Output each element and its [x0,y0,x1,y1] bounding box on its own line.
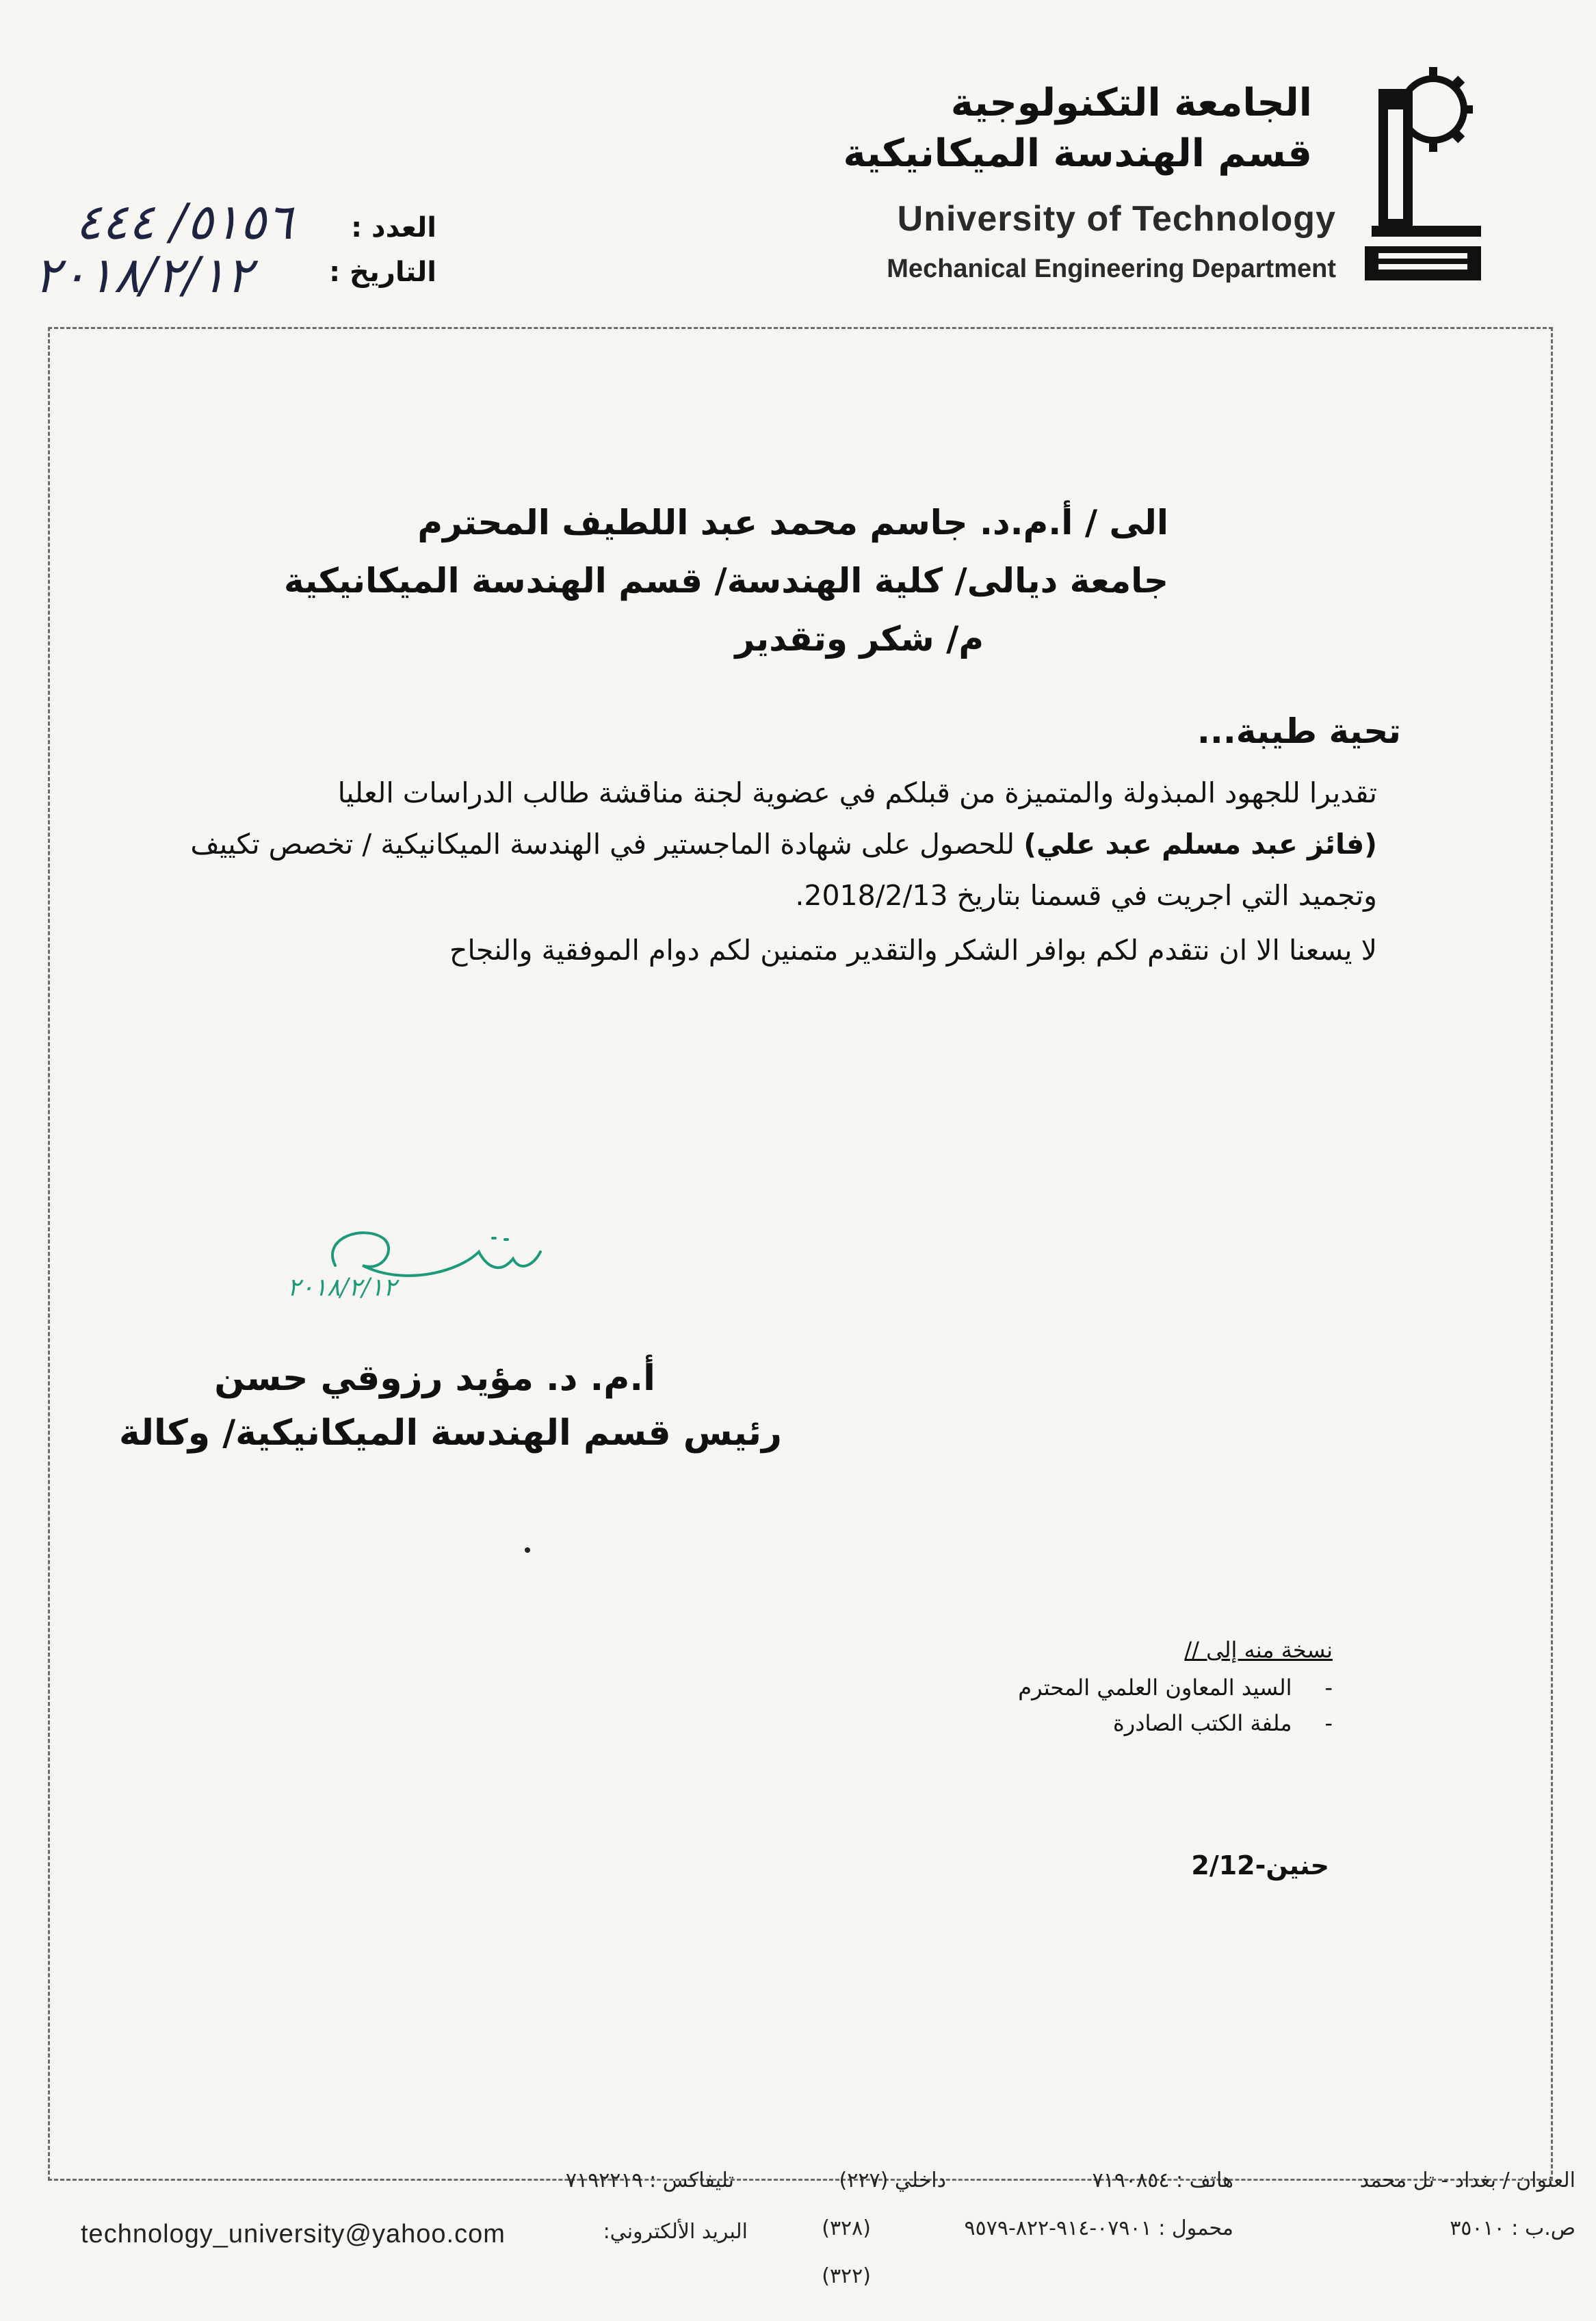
footer-internal: داخلي (٢٢٧) [839,2168,946,2192]
copies-title: نسخة منه إلى // [1184,1637,1333,1663]
copy-item [1113,1710,1333,1736]
university-logo [1358,62,1488,287]
body-line-4: لا يسعنا الا ان نتقدم لكم بوافر الشكر والتقدير متمنين لكم دوام الموفقية والنجاح [449,934,1377,967]
copy-recipient: ملفة الكتب الصادرة [1113,1710,1292,1736]
university-name-english: University of Technology [897,199,1336,239]
greeting: تحية طيبة... [1196,711,1401,751]
number-handwritten: ٥١٥٦/ ٤٤٤ [75,193,293,250]
footer-internal-2: (٣٢٨) [822,2216,871,2240]
footer-email: technology_university@yahoo.com [81,2220,506,2248]
body-line-2-rest: للحصول على شهادة الماجستير في الهندسة الميكانيكية / تخصص تكييف [190,828,1024,861]
letter-border [48,327,1553,2181]
date-handwritten: ٢٠١٨/٢/١٢ [34,246,253,304]
footer-internal-3: (٣٢٢) [822,2264,871,2288]
footer-pobox: ص.ب : ٣٥٠١٠ [1450,2216,1575,2240]
body-line-1: تقديرا للجهود المبذولة والمتميزة من قبلكم في عضوية لجنة مناقشة طالب الدراسات العليا [337,776,1377,809]
subject-line: م/ شكر وتقدير [735,619,984,659]
footer-fax: تليفاكس : ٧١٩٢٢١٩ [565,2168,734,2192]
footer-address: العنوان / بغداد - تل محمد [1359,2168,1575,2192]
reference-code: حنين-2/12 [1191,1850,1329,1880]
footer-phone: هاتف : ٧١٩٠٨٥٤ [1092,2168,1233,2192]
signature-date: ٢٠١٨/٢/١٢ [287,1274,397,1302]
university-name-arabic: الجامعة التكنولوجية [950,81,1312,125]
student-name: (فائز عبد مسلم عبد علي) [1023,828,1377,861]
copy-recipient: السيد المعاون العلمي المحترم [1018,1675,1292,1701]
ink-dot [525,1547,530,1553]
signer-title: رئيس قسم الهندسة الميكانيكية/ وكالة [118,1413,782,1454]
signer-name: أ.م. د. مؤيد رزوقي حسن [214,1358,655,1399]
copy-dash: - [1324,1710,1333,1736]
number-label: العدد : [351,212,436,244]
body-line-3: وتجميد التي اجريت في قسمنا بتاريخ 2018/2/13. [795,879,1377,912]
copy-item [1018,1675,1333,1701]
department-name-english: Mechanical Engineering Department [887,254,1336,283]
footer-email-label: البريد الألكتروني: [603,2220,748,2244]
footer-mobile: محمول : ٠٧٩٠١-٩١٤-٨٢٢-٩٥٧٩ [964,2216,1233,2240]
body-line-2 [190,828,1377,861]
recipient-line: الى / أ.م.د. جاسم محمد عبد اللطيف المحترم [417,503,1168,542]
recipient-organization: جامعة ديالى/ كلية الهندسة/ قسم الهندسة الميكانيكية [284,561,1168,601]
date-label: التاريخ : [329,257,436,288]
department-name-arabic: قسم الهندسة الميكانيكية [843,131,1312,176]
copy-dash: - [1324,1675,1333,1701]
